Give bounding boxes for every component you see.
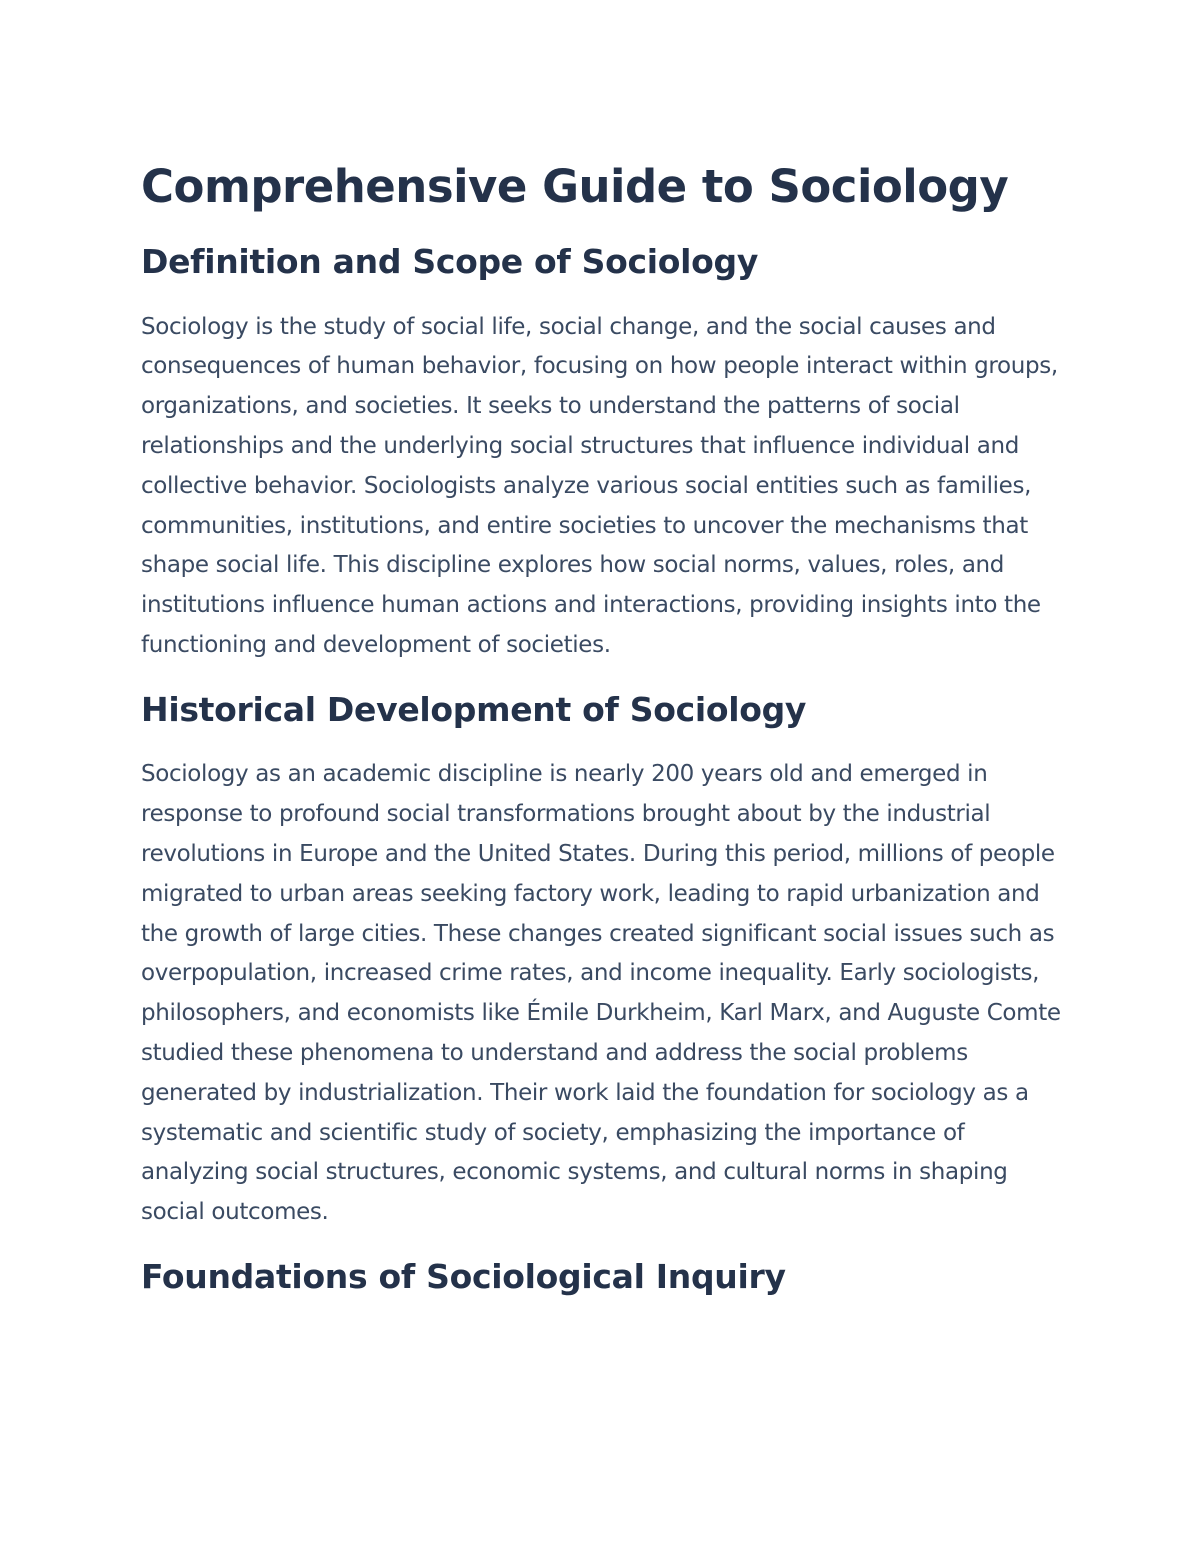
section-body-definition: Sociology is the study of social life, social change, and the social causes and consequences of human behavior, focusing on how people interact within groups, organizations, and societies. It seeks to understand the patterns of social relationships and the underlying social structures that influence individual and collective behavior. Sociologists analyze various social entities such as families, communities, institutions, and entire societies to uncover the mechanisms that shape social life. This discipline explores how social norms, values, roles, and institutions influence human actions and interactions, providing insights into the functioning and development of societies. <box>141 313 1058 658</box>
section-body-history: Sociology as an academic discipline is nearly 200 years old and emerged in response to profound social transformations brought about by the industrial revolutions in Europe and the United States. During this period, millions of people migrated to urban areas seeking factory work, leading to rapid urbanization and the growth of large cities. These changes created significant social issues such as overpopulation, increased crime rates, and income inequality. Early sociologists, philosophers, and economists like Émile Durkheim, Karl Marx, and Auguste Comte studied these phenomena to understand and address the social problems generated by industrialization. Their work laid the foundation for sociology as a systematic and scientific study of society, emphasizing the importance of analyzing social structures, economic systems, and cultural norms in shaping social outcomes. <box>141 761 1061 1226</box>
section-heading-definition: Definition and Scope of Sociology <box>141 242 759 281</box>
section-heading-foundations: Foundations of Sociological Inquiry <box>141 1256 786 1296</box>
section-heading-history: Historical Development of Sociology <box>141 689 807 729</box>
document-title: Comprehensive Guide to Sociology <box>141 160 1009 213</box>
document-page <box>141 160 1066 1297</box>
